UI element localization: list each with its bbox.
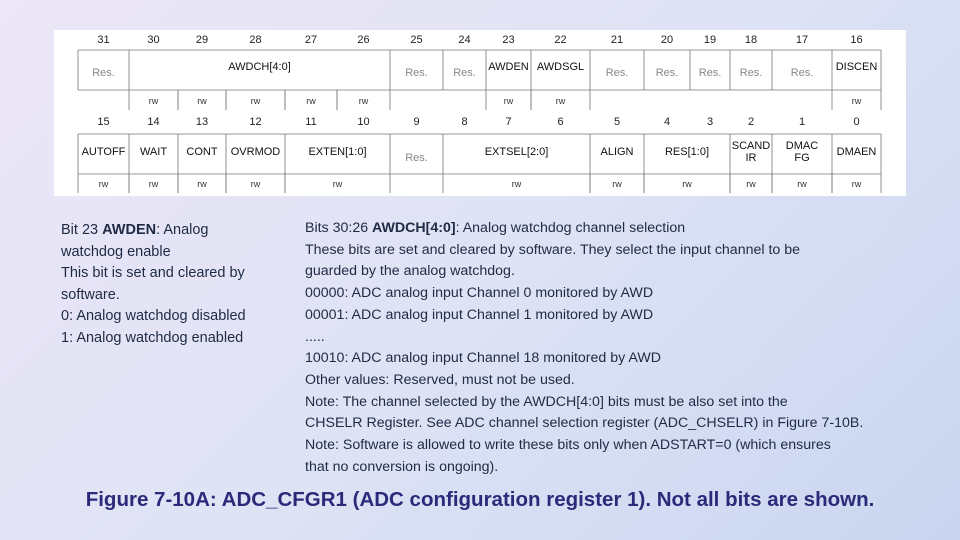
register-field: DMAC bbox=[785, 140, 819, 152]
bit-number: 4 bbox=[663, 116, 671, 128]
register-field: AWDEN bbox=[488, 61, 529, 73]
register-bitfield-table bbox=[54, 30, 906, 196]
awdch-line: Other values: Reserved, must not be used. bbox=[305, 371, 575, 388]
access-type: rw bbox=[332, 179, 343, 189]
bit-number: 3 bbox=[706, 116, 714, 128]
access-type: rw bbox=[851, 179, 862, 189]
access-type: rw bbox=[98, 179, 109, 189]
bit-number: 25 bbox=[410, 34, 423, 46]
bit-number: 1 bbox=[798, 116, 806, 128]
bit-number: 14 bbox=[147, 116, 160, 128]
register-field: FG bbox=[794, 152, 810, 164]
bit-number: 27 bbox=[304, 34, 318, 46]
bit-number: 29 bbox=[195, 34, 209, 46]
access-type: rw bbox=[851, 96, 862, 106]
bit-number: 22 bbox=[554, 34, 567, 46]
reserved-field: Res. bbox=[605, 67, 629, 79]
access-type: rw bbox=[358, 96, 369, 106]
bit-number: 6 bbox=[557, 116, 564, 128]
awdch-line: ..... bbox=[305, 328, 325, 345]
bit-number: 10 bbox=[357, 116, 370, 128]
register-field: RES[1:0] bbox=[664, 146, 710, 158]
bit-number: 9 bbox=[413, 116, 420, 128]
bit-number: 30 bbox=[147, 34, 160, 46]
bit-number: 5 bbox=[613, 116, 621, 128]
register-field: AUTOFF bbox=[81, 146, 126, 158]
bit-number: 18 bbox=[744, 34, 758, 46]
bit-number: 12 bbox=[249, 116, 262, 128]
register-diagram bbox=[54, 30, 906, 196]
register-field: OVRMOD bbox=[230, 146, 281, 158]
awden-description bbox=[61, 220, 276, 349]
access-type: rw bbox=[148, 96, 159, 106]
awden-line: 1: Analog watchdog enabled bbox=[61, 329, 244, 346]
reserved-field: Res. bbox=[92, 67, 115, 79]
access-type: rw bbox=[503, 96, 514, 106]
awdch-line: 00000: ADC analog input Channel 0 monitored by AWD bbox=[305, 285, 654, 302]
awden-line: 0: Analog watchdog disabled bbox=[61, 308, 246, 324]
access-type: rw bbox=[148, 179, 159, 189]
bit-number: 23 bbox=[502, 34, 515, 46]
awdch-line: 10010: ADC analog input Channel 18 monitored by AWD bbox=[305, 350, 661, 367]
register-field: DISCEN bbox=[835, 61, 878, 73]
reserved-field: Res. bbox=[405, 67, 428, 79]
awdch-line: Note: Software is allowed to write these bits only when ADSTART=0 (which ensures bbox=[305, 437, 831, 454]
bit-number: 16 bbox=[850, 34, 863, 46]
access-type: rw bbox=[250, 179, 261, 189]
figure-caption: Figure 7-10A: ADC_CFGR1 (ADC configuration register 1). Not all bits are shown. bbox=[85, 488, 875, 511]
reserved-field: Res. bbox=[453, 67, 476, 79]
register-field: AWDCH[4:0] bbox=[228, 61, 291, 73]
awden-line: This bit is set and cleared by bbox=[61, 265, 245, 281]
register-field: AWDSGL bbox=[536, 61, 585, 73]
access-type: rw bbox=[746, 179, 756, 189]
bit-number: 19 bbox=[703, 34, 717, 46]
access-type: rw bbox=[511, 179, 522, 189]
reserved-field: Res. bbox=[405, 152, 428, 164]
register-field: CONT bbox=[186, 146, 218, 158]
register-field: EXTSEL[2:0] bbox=[484, 146, 549, 158]
access-type: rw bbox=[306, 96, 316, 106]
bit-number: 11 bbox=[305, 116, 317, 128]
bit-number: 15 bbox=[97, 116, 110, 128]
bit-number: 8 bbox=[461, 116, 468, 128]
access-type: rw bbox=[197, 96, 207, 106]
register-field: IR bbox=[745, 152, 757, 164]
awden-line: software. bbox=[61, 286, 120, 303]
awdch-line: These bits are set and cleared by software. They select the input channel to be bbox=[305, 241, 801, 258]
bit-number: 28 bbox=[249, 34, 262, 46]
awdch-line: Note: The channel selected by the AWDCH[4:0] bits must be also set into the bbox=[305, 393, 788, 410]
bit-number: 20 bbox=[660, 34, 674, 46]
register-field: ALIGN bbox=[600, 146, 634, 158]
awden-line: watchdog enable bbox=[61, 243, 171, 260]
awdch-description bbox=[305, 218, 925, 478]
reserved-field: Res. bbox=[655, 67, 679, 79]
bit-number: 2 bbox=[747, 116, 755, 128]
access-type: rw bbox=[197, 179, 207, 189]
bit-number: 7 bbox=[505, 116, 512, 128]
register-field: DMAEN bbox=[836, 146, 877, 158]
register-field: SCAND bbox=[731, 140, 771, 152]
bit-number: 31 bbox=[97, 34, 110, 46]
awdch-title: Bits 30:26 AWDCH[4:0]: Analog watchdog channel selection bbox=[305, 220, 686, 236]
bit-number: 17 bbox=[795, 34, 809, 46]
awdch-line: that no conversion is ongoing). bbox=[305, 458, 499, 475]
bit-number: 26 bbox=[357, 34, 370, 46]
bit-number: 21 bbox=[610, 34, 624, 46]
access-type: rw bbox=[555, 96, 566, 106]
bit-number: 24 bbox=[458, 34, 471, 46]
awden-title: Bit 23 AWDEN: Analog bbox=[61, 222, 209, 238]
access-type: rw bbox=[250, 96, 261, 106]
access-type: rw bbox=[612, 179, 622, 189]
register-field: WAIT bbox=[139, 146, 168, 158]
bit-number: 13 bbox=[195, 116, 209, 128]
access-type: rw bbox=[682, 179, 692, 189]
reserved-field: Res. bbox=[698, 67, 722, 79]
register-field: EXTEN[1:0] bbox=[308, 146, 367, 158]
reserved-field: Res. bbox=[739, 67, 763, 79]
access-type: rw bbox=[797, 179, 807, 189]
bit-number: 0 bbox=[853, 116, 860, 128]
awdch-line: guarded by the analog watchdog. bbox=[305, 263, 515, 280]
awdch-line: CHSELR Register. See ADC channel selection register (ADC_CHSELR) in Figure 7-10B. bbox=[305, 415, 864, 432]
reserved-field: Res. bbox=[790, 67, 814, 79]
awdch-line: 00001: ADC analog input Channel 1 monitored by AWD bbox=[305, 306, 654, 323]
